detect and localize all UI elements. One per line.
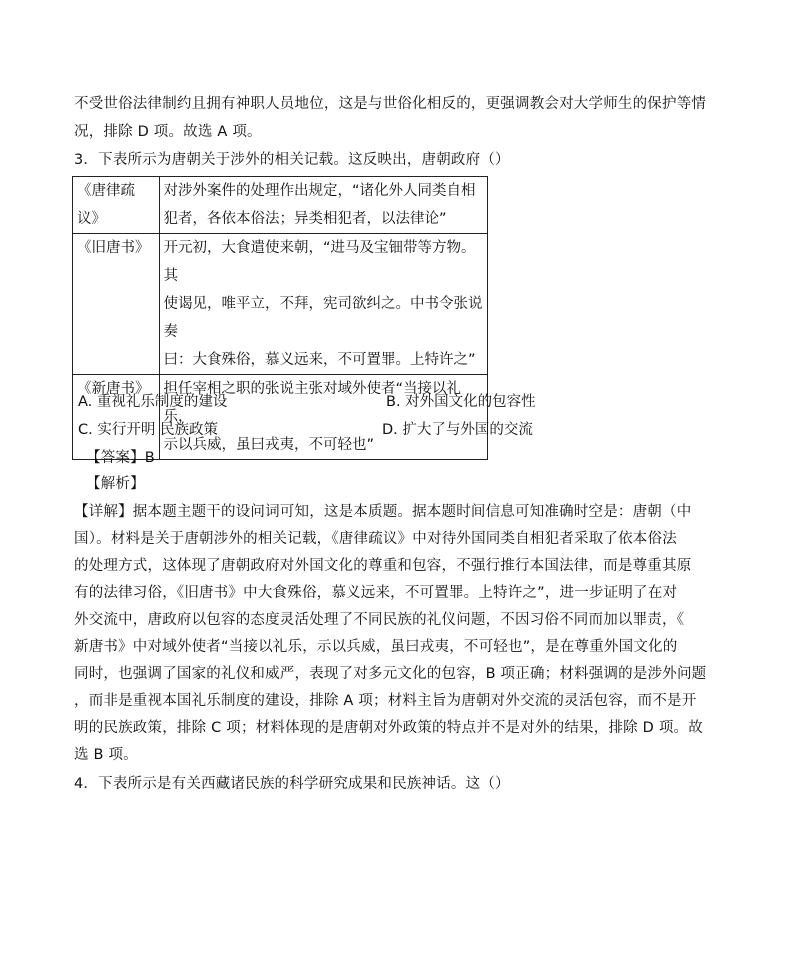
table-content-cell [159,177,487,234]
option-c: C. 实行开明 民族政策 [78,422,218,438]
table-row [73,234,488,375]
table-content-line: 犯者，各依本俗法；异类相犯者，以法律论” [163,211,447,227]
explanation-line: 新唐书》中对域外使者“当接以礼乐，示以兵威，虽曰戎夷，不可轻也”，是在尊重外国文化的 [74,639,678,655]
option-b: B. 对外国文化的包容性 [386,394,536,410]
explanation-line: 【详解】据本题主题干的设问词可知，这是本质题。据本题时间信息可知准确时空是：唐朝（中 [74,504,692,520]
explanation-line: ，而非是重视本国礼乐制度的建设，排除 A 项；材料主旨为唐朝对外交流的灵活包容，而不是开 [74,693,697,709]
option-a: A. 重视礼乐制度的建设 [78,394,228,410]
question-4-stem: 4．下表所示是有关西藏诸民族的科学研究成果和民族神话。这（） [74,776,510,792]
explanation-line: 有的法律习俗，《旧唐书》中大食殊俗，慕义远来，不可置罪。上特许之”，进一步证明了在对 [74,585,678,601]
table-row [73,177,488,234]
table-content-line: 示以兵威，虽曰戎夷，不可轻也” [163,437,375,453]
table-content-line: 使谒见，唯平立，不拜，宪司欲纠之。中书令张说奏 [163,296,483,340]
explanation-line: 的处理方式，这体现了唐朝政府对外国文化的尊重和包容，不强行推行本国法律，而是尊重其原 [74,558,692,574]
prev-explanation-line-1: 不受世俗法律制约且拥有神职人员地位，这是与世俗化相反的，更强调教会对大学师生的保护等情 [74,96,707,112]
answer-label: 【答案】B [86,450,155,466]
table-content-line: 曰：大食殊俗，慕义远来，不可置罪。上特许之” [163,352,476,368]
table-content-line: 开元初，大食遣使来朝，“进马及宝钿带等方物。其 [163,240,476,284]
prev-explanation-line-2: 况，排除 D 项。故选 A 项。 [74,124,262,140]
table-source-cell: 《新唐书》 [73,375,160,460]
explanation-line: 外交流中，唐政府以包容的态度灵活处理了不同民族的礼仪问题，不因习俗不同而加以罪责，《 [74,612,685,628]
explanation-line: 选 B 项。 [74,747,138,763]
table-content-cell [159,234,487,375]
table-content-line: 担任宰相之职的张说主张对域外使者“当接以礼乐， [163,381,462,425]
table-content-line: 对涉外案件的处理作出规定，“诸化外人同类自相 [163,183,476,199]
analysis-label: 【解析】 [86,476,145,492]
table-source-cell: 《旧唐书》 [73,234,160,375]
question-3-stem: 3．下表所示为唐朝关于涉外的相关记载。这反映出，唐朝政府（） [74,152,510,168]
explanation-line: 国）。材料是关于唐朝涉外的相关记载，《唐律疏议》中对待外国同类自相犯者采取了依本俗法 [74,531,677,547]
option-d: D. 扩大了与外国的交流 [382,422,533,438]
explanation-line: 同时，也强调了国家的礼仪和威严，表现了对多元文化的包容，B 项正确；材料强调的是涉外问题 [74,666,707,682]
explanation-line: 明的民族政策，排除 C 项；材料体现的是唐朝对外政策的特点并不是对外的结果，排除 D 项。故 [74,720,703,736]
table-source-cell: 《唐律疏议》 [73,177,160,234]
